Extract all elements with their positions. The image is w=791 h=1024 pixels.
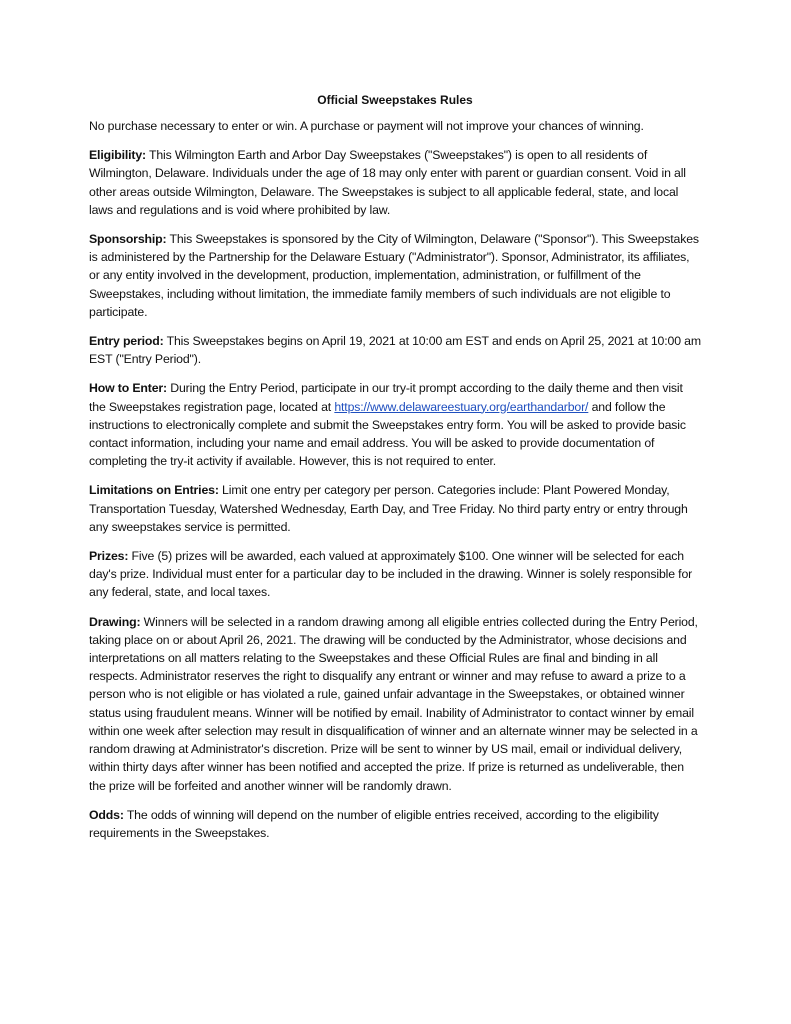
entry-period-heading: Entry period: (89, 334, 164, 349)
prizes-heading: Prizes: (89, 549, 129, 564)
sponsorship-text: This Sweepstakes is sponsored by the City of Wilmington, Delaware ("Sponsor"). This Sweepstakes is administered by the Partnership for the Delaware Estuary ("Administrator"). Sponsor, Administrator, its affiliates, or any entity involved in the development, production, implementation, administration, or fulfillment of the Sweepstakes, including without limitation, the immediate family members of such individuals are not eligible to participate. (89, 232, 699, 319)
prizes-section (89, 547, 701, 602)
how-to-enter-heading: How to Enter: (89, 381, 167, 396)
limitations-text: Limit one entry per category per person. Categories include: Plant Powered Monday, Transportation Tuesday, Watershed Wednesday, Earth Day, and Tree Friday. No third party entry or entry through any sweepstakes service is permitted. (89, 483, 688, 534)
odds-section (89, 806, 701, 842)
odds-text: The odds of winning will depend on the number of eligible entries received, according to the eligibility requirements in the Sweepstakes. (89, 807, 659, 840)
how-to-enter-text-after: and follow the instructions to electronically complete and submit the Sweepstakes entry form. You will be asked to provide basic contact information, including your name and email address. You will be asked to provide documentation of completing the try-it activity if available. However, this is not required to enter. (89, 399, 686, 469)
document-page (89, 92, 701, 853)
sponsorship-heading: Sponsorship: (89, 232, 167, 247)
sponsorship-section (89, 230, 701, 321)
entry-period-section (89, 332, 701, 368)
drawing-heading: Drawing: (89, 614, 141, 629)
eligibility-heading: Eligibility: (89, 148, 146, 163)
document-title: Official Sweepstakes Rules (317, 93, 473, 107)
how-to-enter-text-before: During the Entry Period, participate in our try-it prompt according to the daily theme and then visit the Sweepstakes registration page, located at (89, 381, 683, 414)
intro-paragraph: No purchase necessary to enter or win. A purchase or payment will not improve your chances of winning. (89, 119, 644, 133)
prizes-text: Five (5) prizes will be awarded, each valued at approximately $100. One winner will be selected for each day's prize. Individual must enter for a particular day to be included in the drawing. Winner is solely responsible for any federal, state, and local taxes. (89, 549, 693, 600)
entry-period-text: This Sweepstakes begins on April 19, 2021 at 10:00 am EST and ends on April 25, 2021 at 10:00 am EST ("Entry Period"). (89, 334, 701, 367)
registration-link[interactable]: https://www.delawareestuary.org/earthandarbor/ (334, 399, 589, 414)
drawing-section (89, 613, 701, 795)
how-to-enter-section (89, 379, 701, 470)
limitations-heading: Limitations on Entries: (89, 483, 219, 498)
odds-heading: Odds: (89, 807, 124, 822)
limitations-section (89, 481, 701, 536)
eligibility-section (89, 146, 701, 219)
eligibility-text: This Wilmington Earth and Arbor Day Sweepstakes ("Sweepstakes") is open to all residents of Wilmington, Delaware. Individuals under the age of 18 may only enter with parent or guardian consent. Void in all other areas outside Wilmington, Delaware. The Sweepstakes is subject to all applicable federal, state, and local laws and regulations and is void where prohibited by law. (89, 148, 686, 217)
drawing-text: Winners will be selected in a random drawing among all eligible entries collected during the Entry Period, taking place on or about April 26, 2021. The drawing will be conducted by the Administrator, whose decisions and interpretations on all matters relating to the Sweepstakes and these Official Rules are final and binding in all respects. Administrator reserves the right to disqualify any entrant or winner and may refuse to award a prize to a person who is not eligible or has violated a rule, gained unfair advantage in the Sweepstakes, or obtained winner status using fraudulent means. Winner will be notified by email. Inability of Administrator to contact winner by email within one week after selection may result in disqualification of winner and an alternate winner may be selected in a random drawing at Administrator's discretion. Prize will be sent to winner by US mail, email or individual delivery, within thirty days after winner has been notified and accepted the prize. If prize is returned as undeliverable, then the prize will be forfeited and another winner will be randomly drawn. (89, 614, 698, 793)
